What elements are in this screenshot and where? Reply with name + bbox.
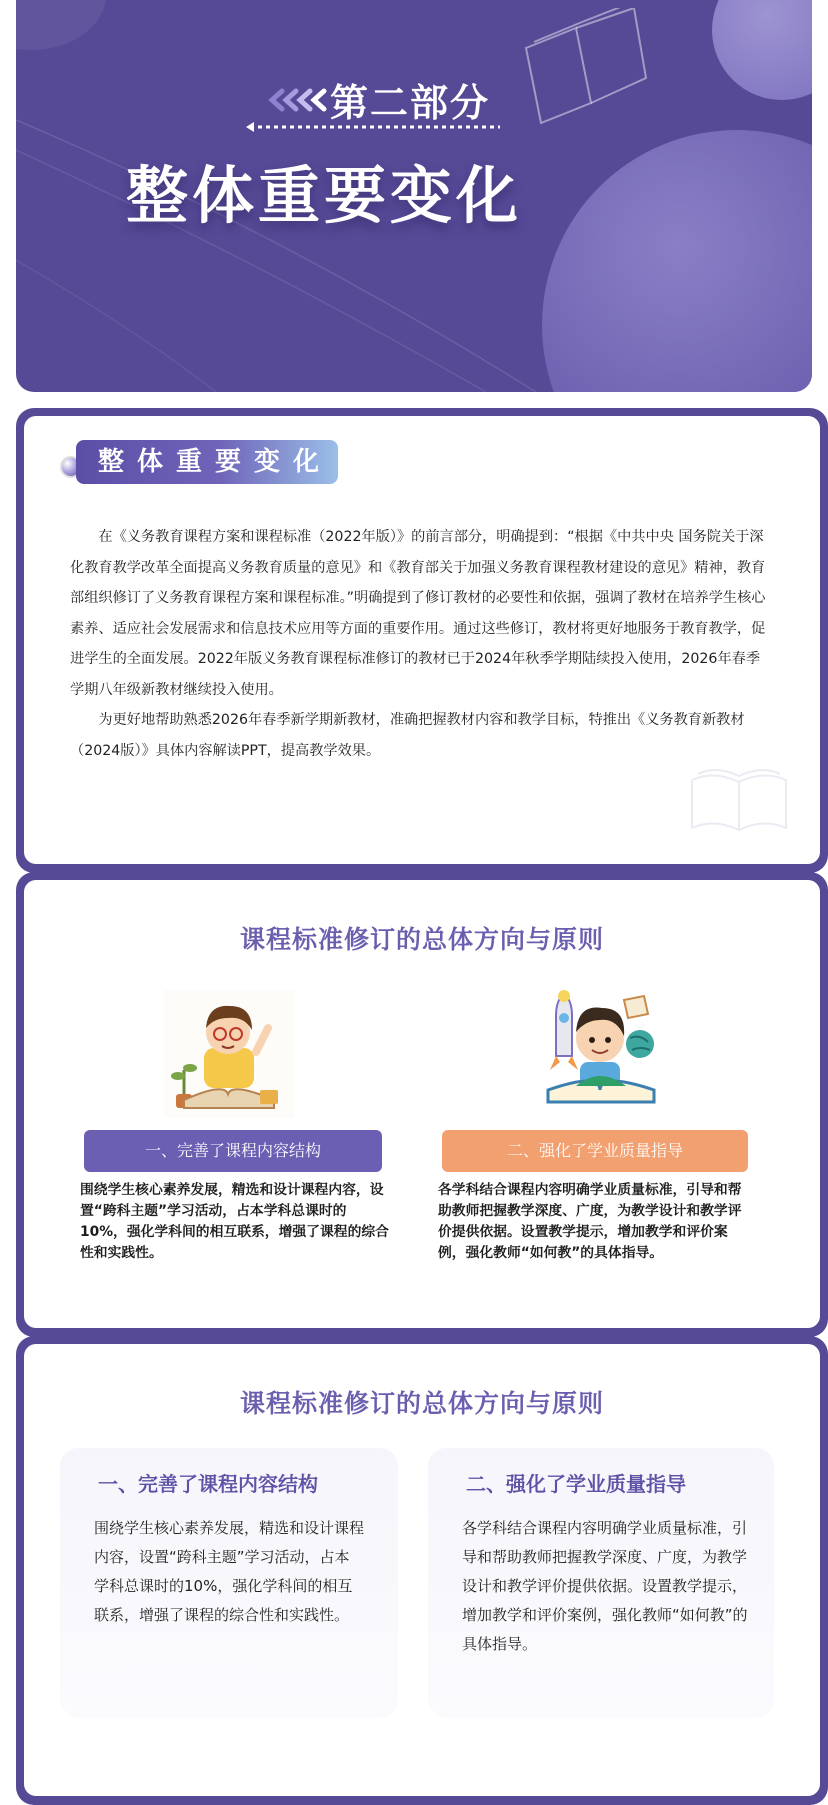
direction-slide-illustrated	[16, 872, 828, 1337]
section-subtitle: 第二部分	[330, 81, 491, 125]
feature-label: 一、完善了课程内容结构	[84, 1130, 382, 1172]
open-book-icon	[684, 760, 794, 840]
intro-text	[70, 522, 774, 766]
intro-slide	[16, 408, 828, 873]
intro-paragraph: 在《义务教育课程方案和课程标准（2022年版）》的前言部分，明确提到：“根据《中共中央 国务院关于深化教育教学改革全面提高义务教育质量的意见》和《教育部关于加强义务教育课程教材建设的意见》精神，教育部组织修订了义务教育课程方案和课程标准。”明确提到了修订教材的必要性和依据，强调了教材在培养学生核心素养、适应社会发展需求和信息技术应用等方面的重要作用。通过这些修订，教材将更好地服务于教育教学，促进学生的全面发展。2022年版义务教育课程标准修订的教材已于2024年秋季学期陆续投入使用，2026年春季学期八年级新教材继续投入使用。	[70, 529, 766, 698]
panel-body: 各学科结合课程内容明确学业质量标准，引导和帮助教师把握教学深度、广度，为教学设计和教学评价提供依据。设置教学提示，增加教学和评价案例，强化教师“如何教”的具体指导。	[462, 1519, 748, 1653]
feature-label: 二、强化了学业质量指导	[442, 1130, 748, 1172]
panel-body: 围绕学生核心素养发展，精选和设计课程内容，设置“跨科主题”学习活动，占本学科总课时的10%，强化学科间的相互联系，增强了课程的综合性和实践性。	[94, 1519, 365, 1624]
section-heading: 课程标准修订的总体方向与原则	[239, 925, 604, 954]
panel-heading: 二、强化了学业质量指导	[466, 1472, 686, 1496]
feature-panel	[428, 1448, 774, 1718]
title-badge: 整体重要变化	[76, 440, 338, 484]
direction-card	[24, 1344, 820, 1796]
section-heading: 课程标准修订的总体方向与原则	[239, 1389, 604, 1418]
hero-slide	[16, 0, 812, 392]
chevrons-left-icon	[266, 88, 332, 112]
open-book-icon	[516, 8, 666, 128]
direction-card	[24, 880, 820, 1328]
section-title: 整体重要变化	[126, 159, 523, 232]
kid-studying-illustration	[536, 986, 666, 1114]
panel-heading: 一、完善了课程内容结构	[98, 1472, 318, 1496]
kid-reading-illustration	[164, 990, 294, 1118]
feature-description: 各学科结合课程内容明确学业质量标准，引导和帮助教师把握教学深度、广度，为教学设计和教学评价提供依据。设置教学提示，增加教学和评价案例，强化教师“如何教”的具体指导。	[438, 1182, 742, 1261]
direction-slide-panels	[16, 1336, 828, 1805]
feature-description: 围绕学生核心素养发展，精选和设计课程内容，设置“跨科主题”学习活动，占本学科总课时的10%，强化学科间的相互联系，增强了课程的综合性和实践性。	[80, 1182, 389, 1261]
intro-card	[24, 416, 820, 864]
intro-paragraph: 为更好地帮助熟悉2026年春季新学期新教材，准确把握教材内容和教学目标，特推出《义务教育新教材（2024版）》具体内容解读PPT，提高教学效果。	[70, 712, 745, 759]
feature-panel	[60, 1448, 398, 1718]
